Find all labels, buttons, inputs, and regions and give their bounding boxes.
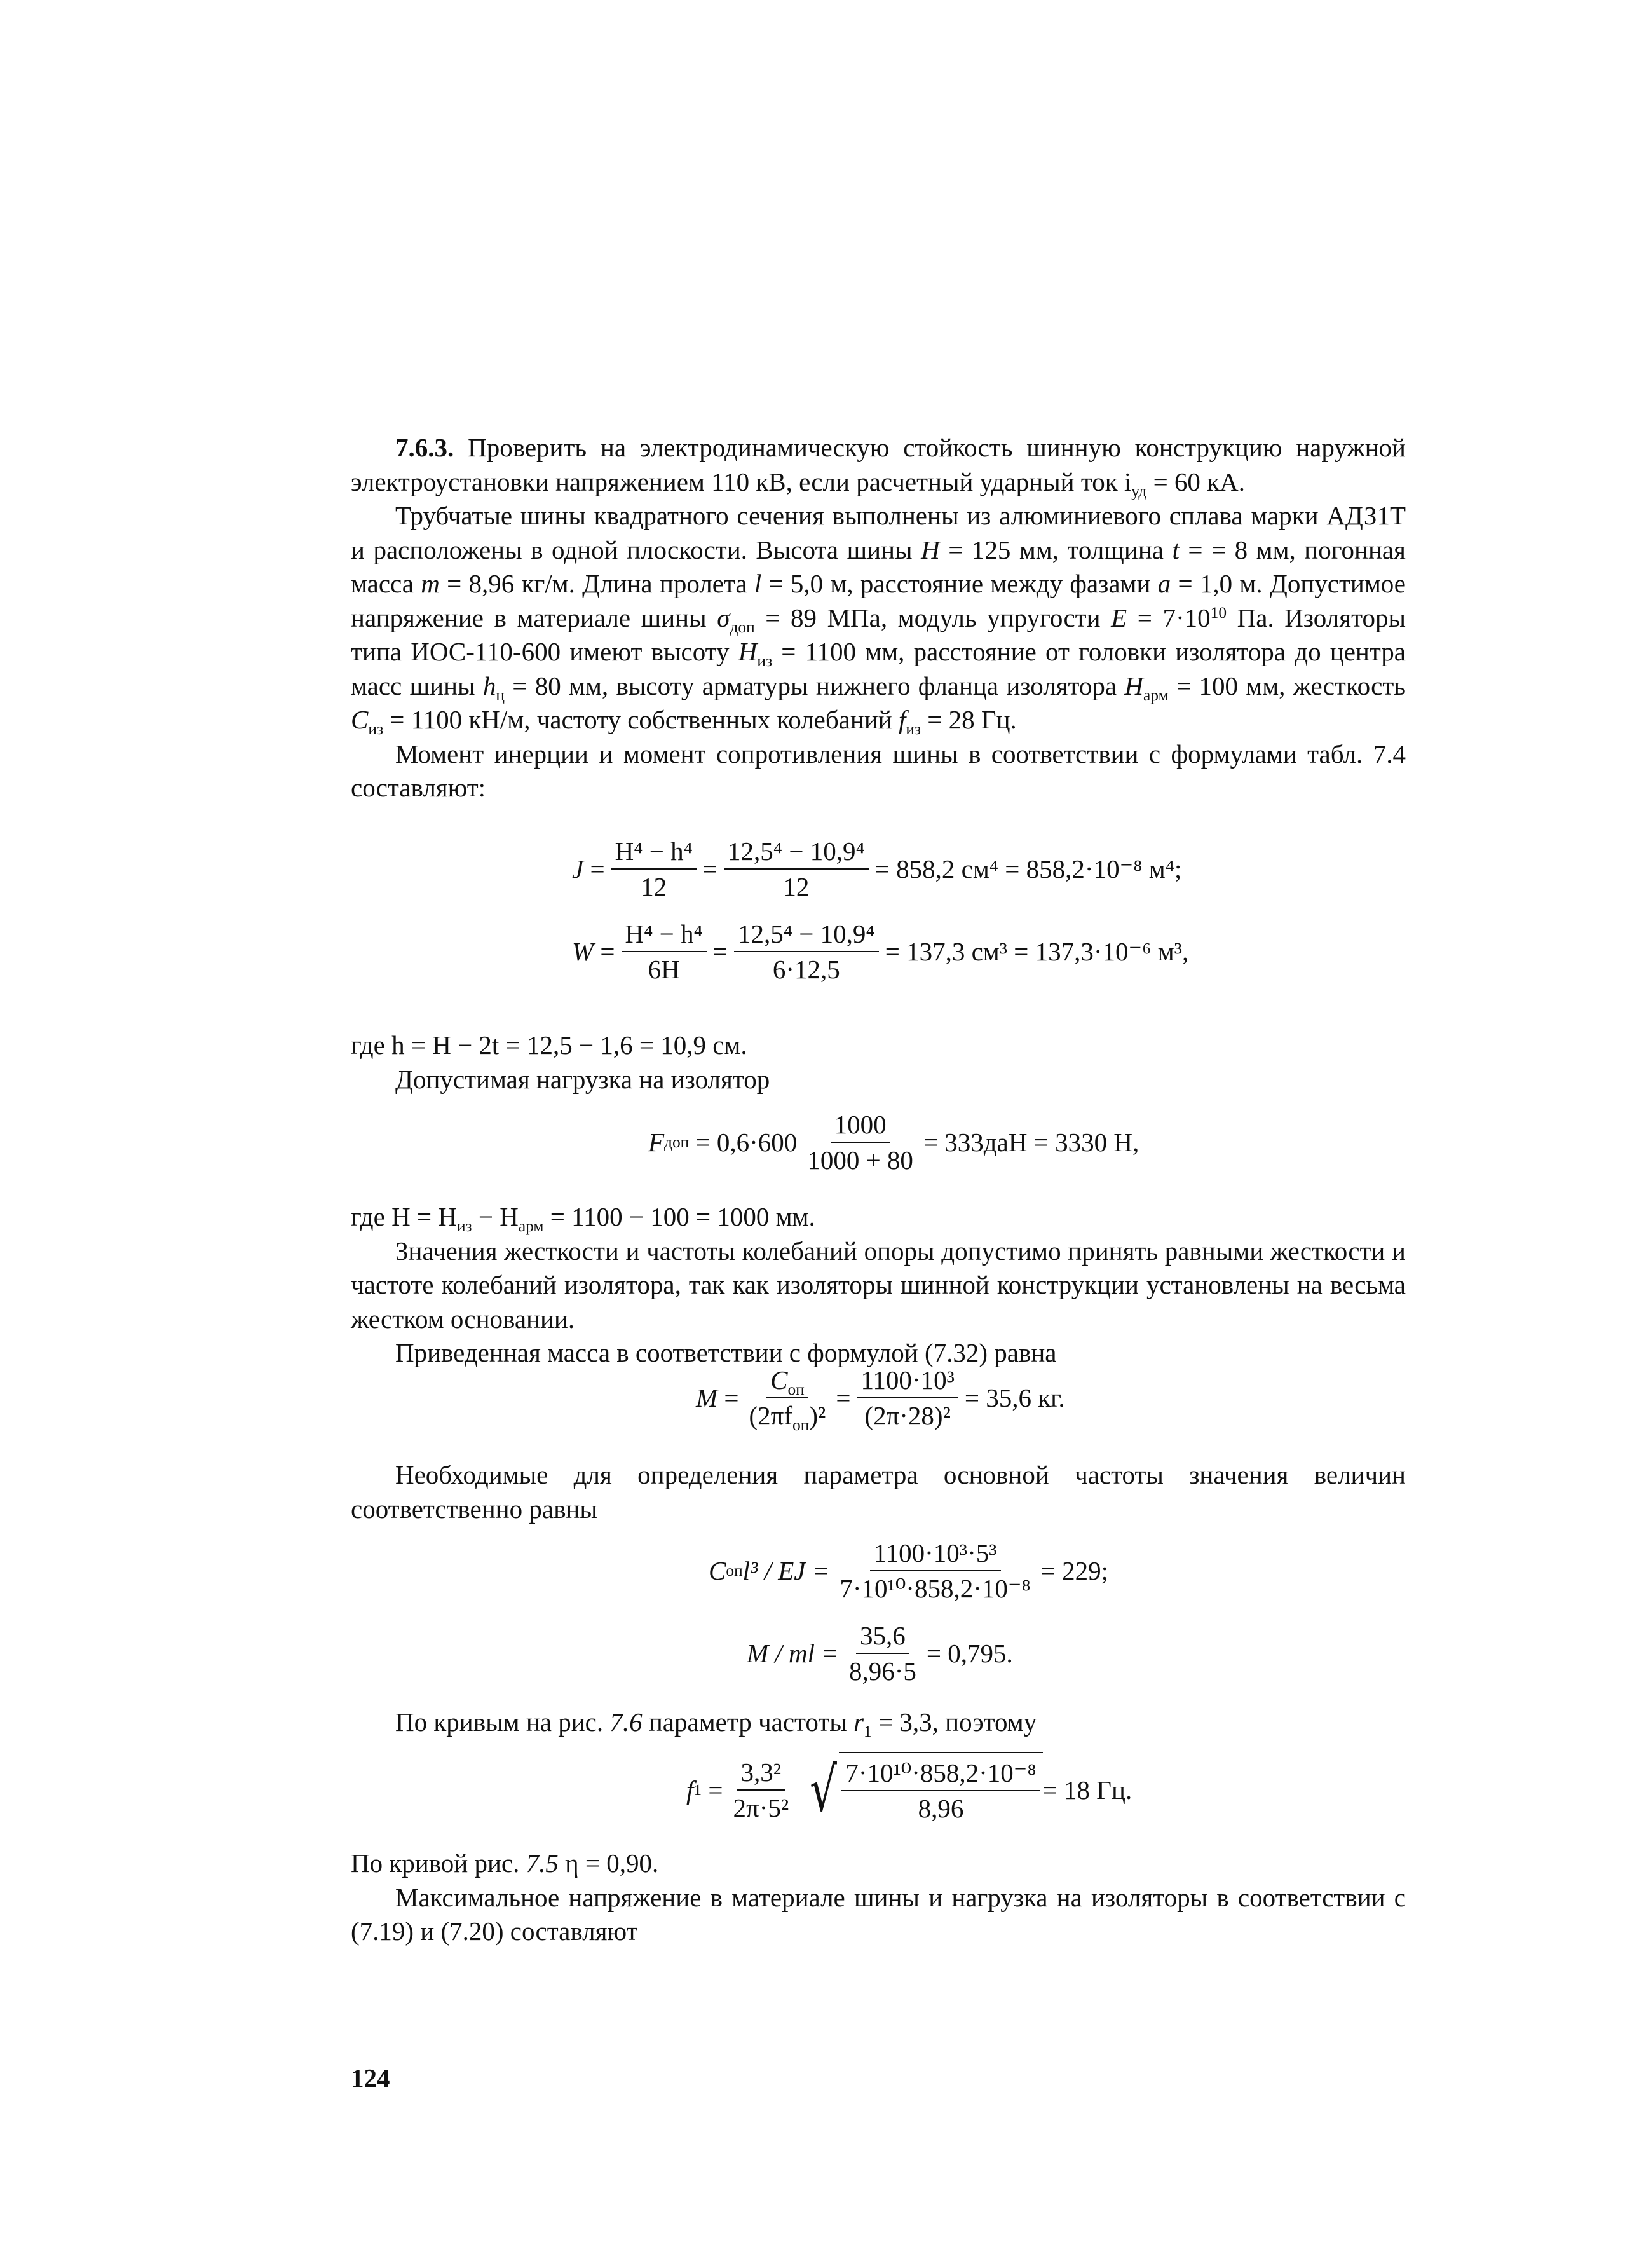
frequency-parameter-line: По кривым на рис. 7.6 параметр частоты $r_1 = 3,3$, поэтому [395, 1707, 1037, 1740]
text-block-5 [351, 1705, 1406, 1740]
max-stress-intro: Максимальное напряжение в материале шины и нагрузка на изоляторы в соответствии с (7.19) и (7.20) составляют [351, 1882, 1406, 1946]
formula-section-modulus: W = $\frac{\text{H⁴ − h⁴}}{6H}$ = $\frac{\text{12,5⁴ − 10,9⁴}}{6\cdot 12,5}$ = 137,3 см³ = 137,3·10⁻⁶ м³, [572, 919, 1189, 984]
eta-line: По кривой рис. 7.5 η = 0,90. [351, 1848, 659, 1878]
problem-parameters: Трубчатые шины квадратного сечения выполнены из алюминиевого сплава марки АДЗ1Т и расположены в одной плоскости. Высота шины H = 125 мм, толщина t = = 8 мм, погонная масса m = 8,96 кг/м. Длина пролета l = 5,0 м, расстояние между фазами a = 1,0 м. Допустимое напряжение в материале шины $\sigma_{доп} = 89$ МПа, модуль упругости $E = 7\cdot 10^{10}$ Па. Изоляторы типа ИОС-110-600 имеют высоту $H_{из} = 1100$ мм, расстояние от головки изолятора до центра масс шины $h_ц = 80$ мм, высоту арматуры нижнего фланца изолятора $H_{арм} = 100$ мм, жесткость $C_{из} = 1100$ кН/м, частоту собственных колебаний $f_{из} = 28$ Гц. [351, 501, 1406, 738]
stiffness-paragraph: Значения жесткости и частоты колебаний опоры допустимо принять равными жесткости и частоте колебаний изолятора, так как изоляторы шинной конструкции установлены на весьма жестком основании. [351, 1236, 1406, 1334]
page-number: 124 [351, 2063, 390, 2093]
text-block-3 [351, 1200, 1406, 1370]
formula-stiffness-ratio: C оп l³ / EJ = $\frac{\text{1100·10³·5³}}{\text{7·10¹⁰·858,2·10⁻⁸}}$ = 229; [709, 1538, 1109, 1603]
formula-moment-of-inertia: J = $\frac{\text{H⁴ − h⁴}}{12}$ = $\frac{\text{12,5⁴ − 10,9⁴}}{12}$ = 858,2 см⁴ = 858,2·10⁻⁸ м⁴; [572, 837, 1182, 901]
text-block-6 [351, 1847, 1406, 1949]
formula-mass-ratio: M / ml = $\frac{35,6}{8,96\cdot 5}$ = 0,795. [747, 1621, 1013, 1686]
formula-reduced-mass: M = $\frac{C_{оп}}{(2\pi f_{оп})^2}$ = $\frac{\text{1100·10³}}{\text{(2π·28)²}}$ = 35,6 кг. [696, 1365, 1065, 1434]
formula-allowable-load: F доп = 0,6·600 $\frac{1000}{1000 + 80}$ = 333даН = 3330 Н, [648, 1110, 1139, 1175]
inertia-intro: Момент инерции и момент сопротивления шины в соответствии с формулами табл. 7.4 составляют: [351, 739, 1406, 802]
allowable-load-intro: Допустимая нагрузка на изолятор [395, 1064, 770, 1094]
parameters-intro: Необходимые для определения параметра основной частоты значения величин соответственно равны [351, 1460, 1406, 1524]
square-root-sign: √ $\frac{\text{7·10¹⁰·858,2·10⁻⁸}}{8,96}$ [804, 1752, 1043, 1828]
formula-natural-frequency: f 1 = $\frac{\text{3,3²}}{\text{2π·5²}}$ √ $\frac{\text{7·10¹⁰·858,2·10⁻⁸}}{8,96}$ = 18 Гц. [686, 1752, 1132, 1828]
text-block-4 [351, 1458, 1406, 1526]
reduced-mass-intro: Приведенная масса в соответствии с формулой (7.32) равна [395, 1338, 1057, 1367]
problem-intro: 7.6.3. Проверить на электродинамическую стойкость шинную конструкцию наружной электроустановки напряжением 110 кВ, если расчетный ударный ток $i_{уд} = 60$ кА. [351, 433, 1406, 500]
H-definition: где $H = H_{из} - H_{арм} = 1100 - 100 = 1000$ мм. [351, 1202, 815, 1235]
problem-number: 7.6.3. [395, 433, 454, 462]
problem-statement [351, 431, 1406, 805]
text-block-2 [351, 1028, 1406, 1096]
h-definition: где h = H − 2t = 12,5 − 1,6 = 10,9 см. [351, 1030, 747, 1060]
